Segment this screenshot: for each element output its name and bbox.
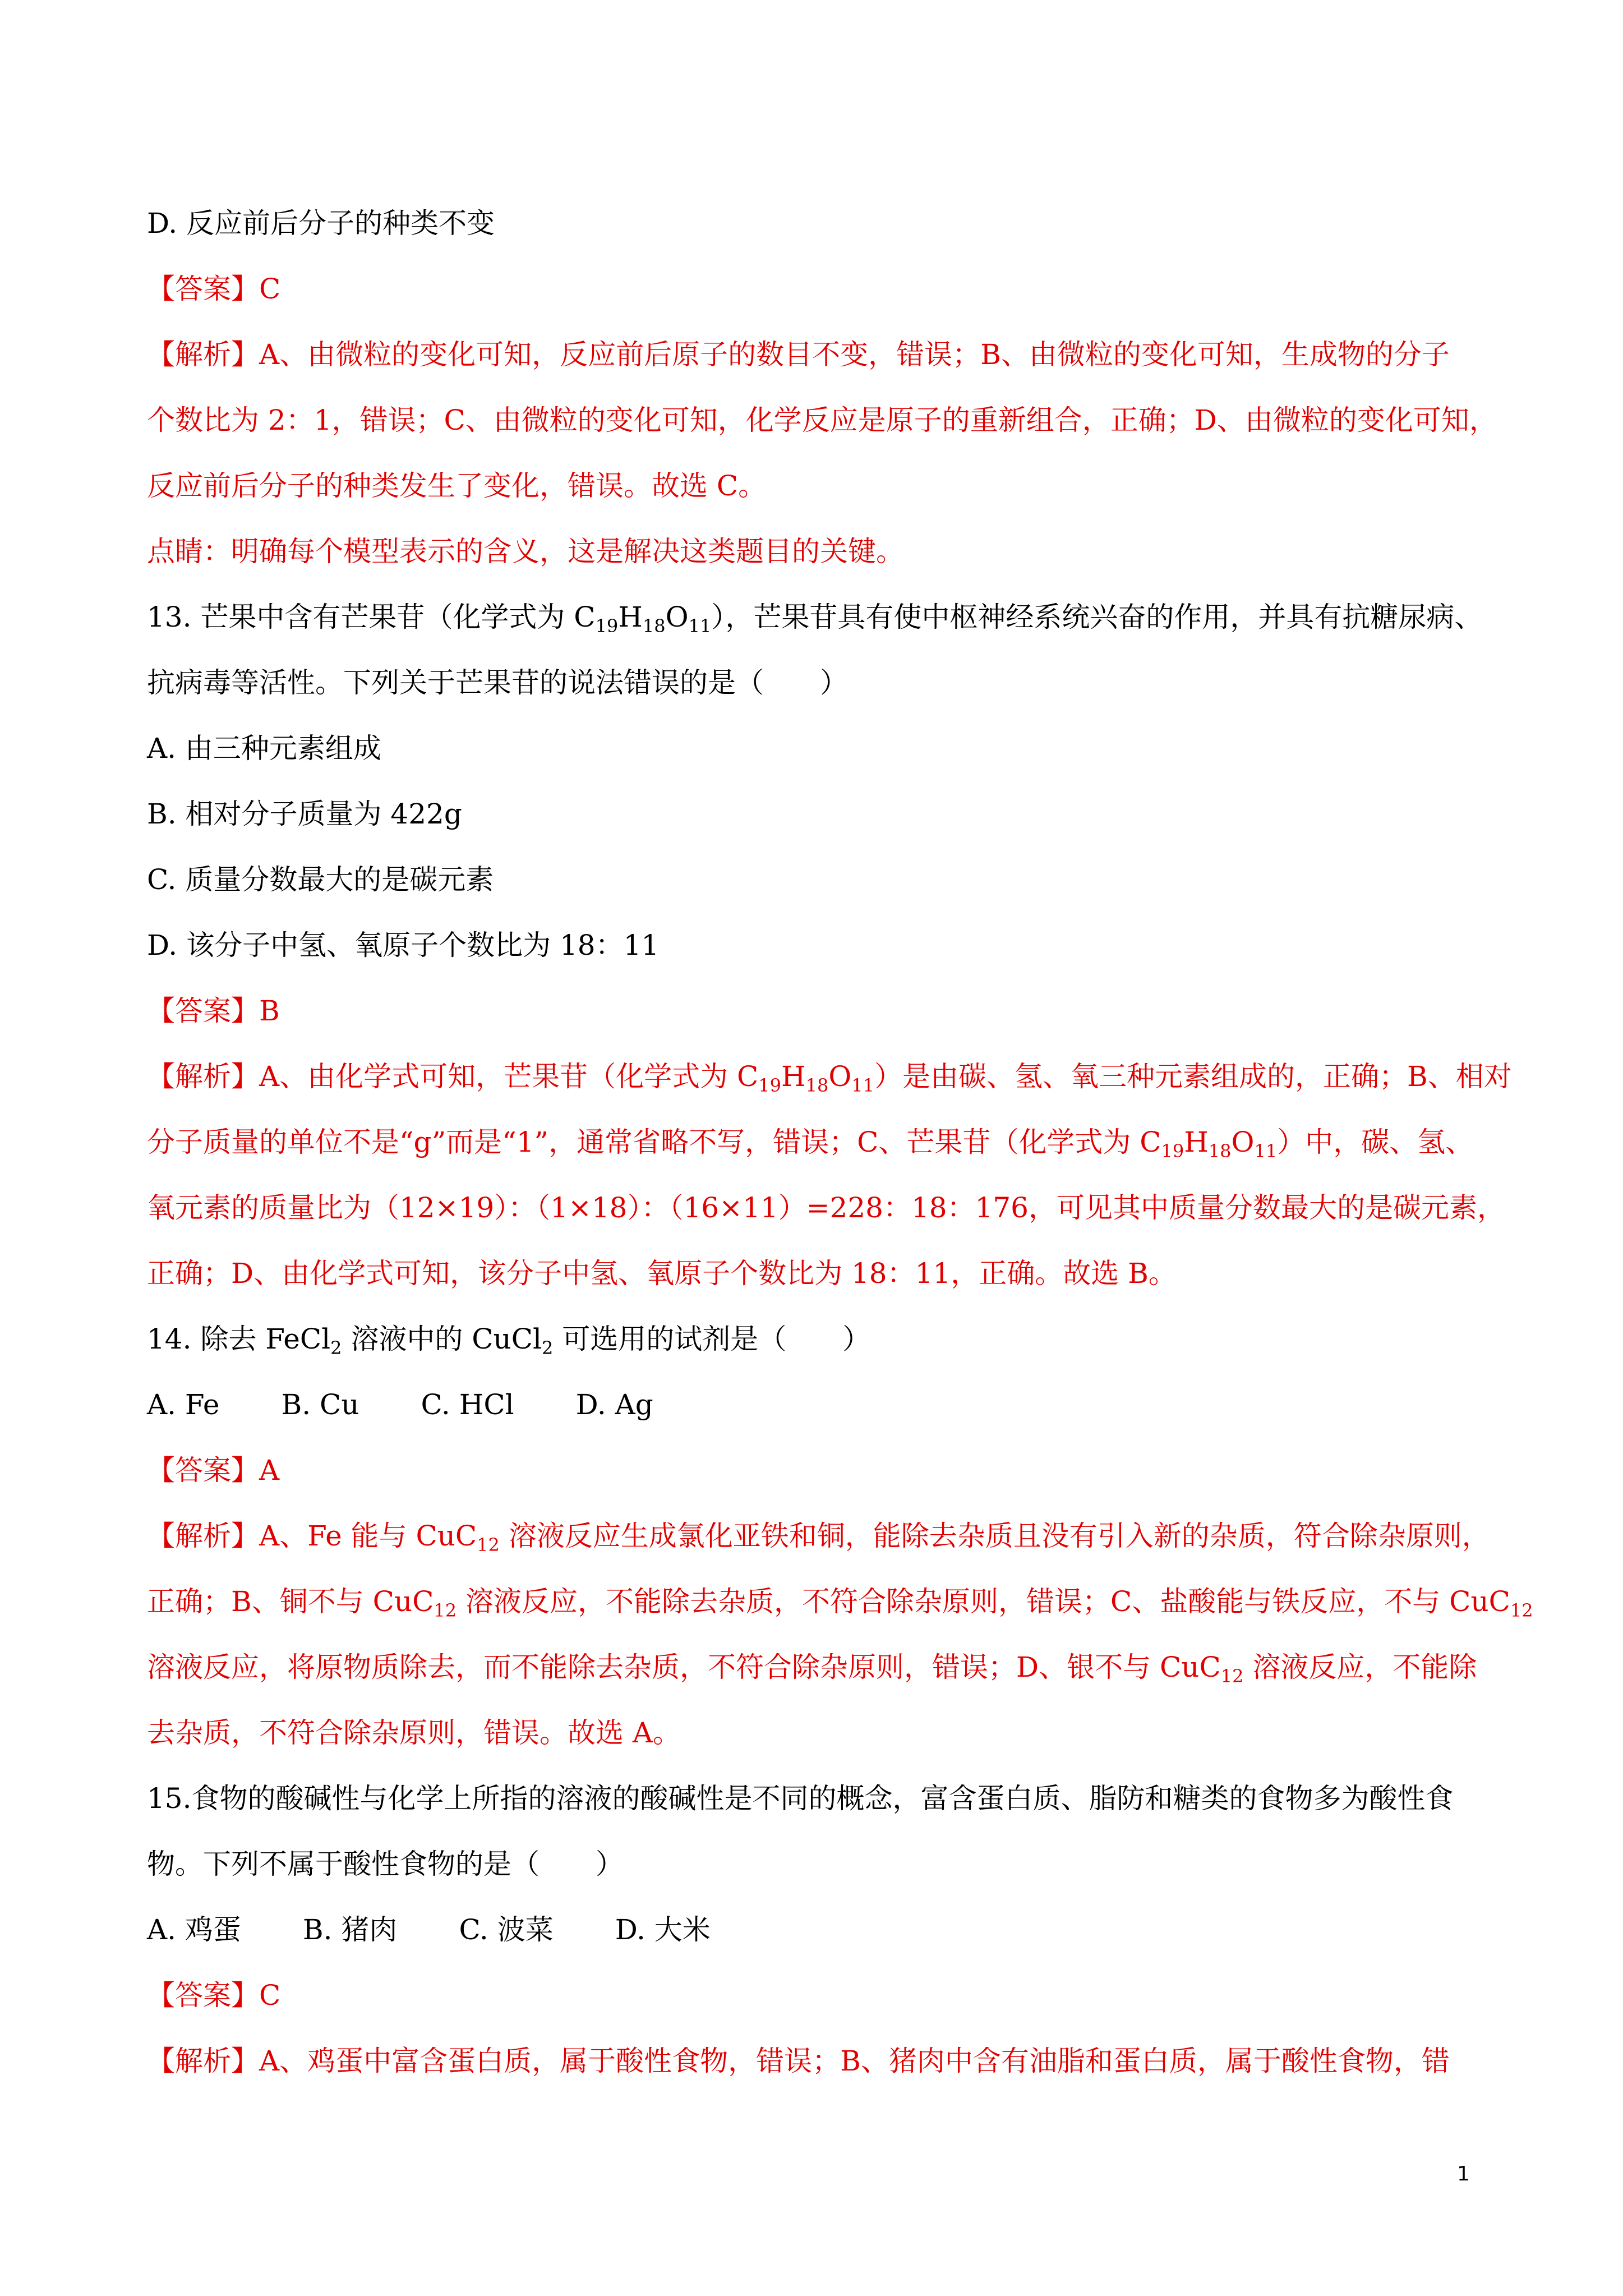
subscript: 19 [1161,1140,1184,1162]
formula-element: H [1184,1126,1209,1158]
q12-option-d: D. 反应前后分子的种类不变 [147,207,495,240]
q14-analysis-line: 去杂质，不符合除杂原则，错误。故选 A。 [147,1717,681,1749]
analysis-text: ）中，碳、氢、 [1277,1126,1474,1158]
q14-answer: 【答案】A [147,1454,280,1487]
q15-option-b: B. 猪肉 [302,1913,398,1946]
analysis-text: 分子质量的单位不是“g”而是“1”，通常省略不写，错误；C、芒果苷（化学式为 C [147,1126,1161,1158]
q15-option-d: D. 大米 [615,1913,711,1946]
q13-stem-line [147,585,1483,650]
q13-option-c: C. 质量分数最大的是碳元素 [147,863,494,896]
q15-answer: 【答案】C [147,1979,281,2012]
subscript: 12 [1510,1600,1533,1621]
subscript: 11 [688,615,712,637]
q15-stem-line: 物。下列不属于酸性食物的是（ ） [147,1848,624,1880]
subscript: 19 [758,1075,781,1096]
formula-element: O [828,1060,852,1093]
analysis-text: 溶液反应生成氯化亚铁和铜，能除去杂质且没有引入新的杂质，符合除杂原则， [499,1520,1490,1552]
q13-option-b: B. 相对分子质量为 422g [147,798,462,830]
q15-option-a: A. 鸡蛋 [147,1913,241,1946]
q14-stem-line [147,1306,1476,1372]
analysis-text: 正确；B、铜不与 CuC [147,1585,434,1618]
analysis-text: 【解析】A、Fe 能与 CuC [147,1520,477,1552]
q13-analysis-line: 正确；D、由化学式可知，该分子中氢、氧原子个数比为 18：11，正确。故选 B。 [147,1257,1177,1290]
q13-stem-text: 13. 芒果中含有芒果苷（化学式为 C [147,601,596,633]
q13-analysis-line [147,1044,1512,1110]
formula-element: O [665,601,689,633]
q14-option-d: D. Ag [575,1388,653,1421]
q14-stem-text: 可选用的试剂是（ ） [553,1323,871,1355]
analysis-text: ）是由碳、氢、氧三种元素组成的，正确；B、相对 [874,1060,1512,1093]
q14-analysis-line [147,1503,1490,1569]
q15-stem-line: 15.食物的酸碱性与化学上所指的溶液的酸碱性是不同的概念，富含蛋白质、脂防和糖类的食物多为酸性食 [147,1782,1454,1815]
subscript: 18 [642,615,666,637]
subscript: 12 [477,1534,500,1556]
q13-analysis-line: 氧元素的质量比为（12×19）：（1×18）：（16×11）=228：18：176，可见其中质量分数最大的是碳元素， [147,1191,1505,1224]
q14-option-a: A. Fe [147,1388,220,1421]
page-number: 1 [1457,2162,1470,2185]
q15-analysis-line: 【解析】A、鸡蛋中富含蛋白质，属于酸性食物，错误；B、猪肉中含有油脂和蛋白质，属于酸性食物，错 [147,2045,1450,2077]
q12-analysis-line: 【解析】A、由微粒的变化可知，反应前后原子的数目不变，错误；B、由微粒的变化可知，生成物的分子 [147,338,1450,371]
subscript: 12 [1220,1665,1244,1687]
subscript: 11 [851,1075,875,1096]
q12-answer: 【答案】C [147,273,281,305]
q12-analysis-line: 反应前后分子的种类发生了变化，错误。故选 C。 [147,470,767,502]
q13-option-a: A. 由三种元素组成 [147,732,381,765]
analysis-text: 溶液反应，不能除 [1243,1651,1477,1683]
q14-stem-text: 14. 除去 FeCl [147,1323,331,1355]
subscript: 18 [805,1075,829,1096]
q13-analysis-line [147,1110,1476,1175]
q14-option-c: C. HCl [421,1388,514,1421]
q14-analysis-line [147,1635,1476,1700]
subscript: 18 [1208,1140,1232,1162]
q15-options-line [147,1897,1476,1963]
subscript: 12 [434,1600,457,1621]
formula-element: H [618,601,643,633]
q15-option-c: C. 波菜 [459,1913,554,1946]
analysis-text: 【解析】A、由化学式可知，芒果苷（化学式为 C [147,1060,759,1093]
q13-answer: 【答案】B [147,995,280,1027]
analysis-text: 溶液反应，不能除去杂质，不符合除杂原则，错误；C、盐酸能与铁反应，不与 CuC [457,1585,1510,1618]
q14-analysis-line [147,1569,1533,1635]
subscript: 19 [595,615,619,637]
q14-stem-text: 溶液中的 CuCl [342,1323,542,1355]
q12-analysis-line: 个数比为 2：1，错误；C、由微粒的变化可知，化学反应是原子的重新组合，正确；D、由微粒的变化可知， [147,404,1497,436]
subscript: 2 [541,1337,554,1359]
analysis-text: 溶液反应，将原物质除去，而不能除去杂质，不符合除杂原则，错误；D、银不与 CuC [147,1651,1221,1683]
q13-option-d: D. 该分子中氢、氧原子个数比为 18：11 [147,929,660,961]
q12-tip: 点睛：明确每个模型表示的含义，这是解决这类题目的关键。 [147,535,904,568]
q13-stem-text: ），芒果苷具有使中枢神经系统兴奋的作用，并具有抗糖尿病、 [711,601,1483,633]
formula-element: O [1231,1126,1255,1158]
subscript: 2 [330,1337,342,1359]
q14-options-line [147,1372,1476,1438]
q14-option-b: B. Cu [281,1388,359,1421]
subscript: 11 [1254,1140,1278,1162]
page-content [147,191,1533,2094]
formula-element: H [781,1060,806,1093]
q13-stem-line: 抗病毒等活性。下列关于芒果苷的说法错误的是（ ） [147,666,848,699]
